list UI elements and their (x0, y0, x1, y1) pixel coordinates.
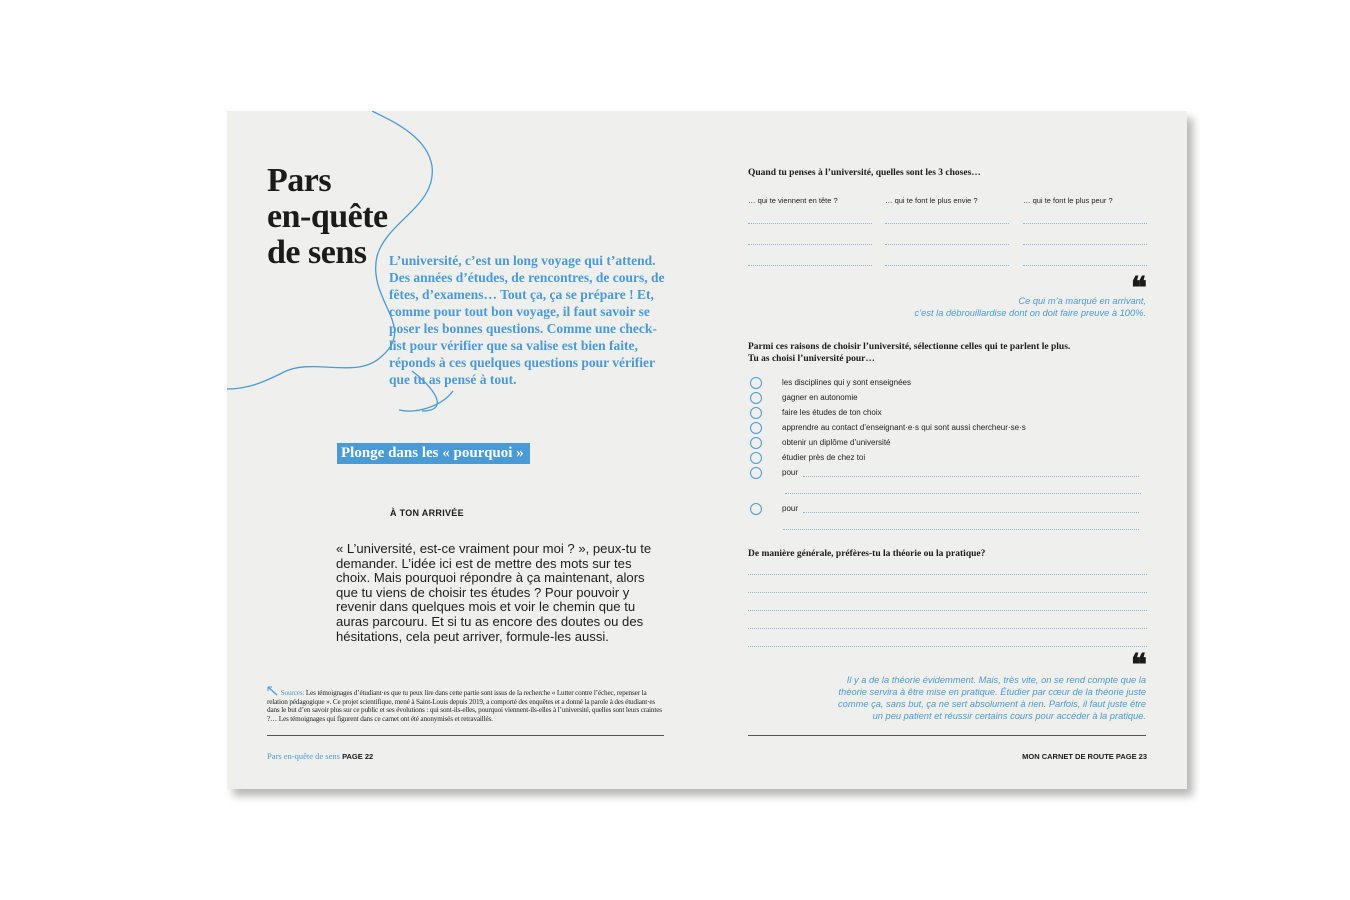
free-answer-line[interactable] (803, 512, 1139, 513)
highlight-heading: Plonge dans les « pourquoi » (337, 443, 530, 464)
quote-mark-icon: ❝ (1130, 649, 1147, 682)
answer-line[interactable] (748, 628, 1147, 629)
body-paragraph: « L’université, est-ce vraiment pour moi ? », peux-tu te demander. L’idée ici est de mettre des mots sur tes choix. Mais pourquoi répondre à ça maintenant, alors que tu viens de choisir tes études ? Pour pouvoir y revenir dans quelques mois et voir le chemin que tu auras parcouru. Et si tu as encore des doutes ou des hésitations, cela peut arriver, formule-les aussi. (336, 541, 652, 644)
question-reasons-line-1: Parmi ces raisons de choisir l’université, sélectionne celles qui te parlent le plus. (748, 342, 1071, 352)
free-answer-line[interactable] (785, 493, 1141, 494)
question-three-things: Quand tu penses à l’université, quelles sont les 3 choses… (748, 168, 981, 178)
answer-line[interactable] (748, 646, 1147, 647)
footer-rule-right (748, 735, 1146, 736)
column-header-3: … qui te font le plus peur ? (1023, 196, 1113, 205)
answer-line[interactable] (748, 574, 1147, 575)
pencil-icon (267, 686, 279, 696)
option-radio[interactable] (750, 467, 762, 479)
answer-line[interactable] (1023, 244, 1147, 245)
question-reasons-line-2: Tu as choisi l’université pour… (748, 354, 875, 364)
answer-line[interactable] (885, 244, 1009, 245)
free-answer-line[interactable] (803, 476, 1139, 477)
quote-line: théorie servira à être mise en pratique. Étudier par cœur de la théorie juste (838, 687, 1146, 697)
title-line-3: de sens (267, 234, 367, 271)
title-line-1: Pars (267, 162, 332, 199)
magazine-spread (227, 111, 1187, 789)
page-title (267, 163, 388, 271)
quote-line: comme ça, sans but, ça ne sert absolument à rien. Parfois, il faut juste être (838, 699, 1146, 709)
question-reasons (748, 341, 1070, 365)
footer-left-title: Pars en-quête de sens (267, 751, 340, 761)
option-radio[interactable] (750, 452, 762, 464)
testimonial-quote-1 (748, 295, 1146, 319)
option-radio[interactable] (750, 503, 762, 515)
answer-line[interactable] (748, 265, 872, 266)
sources-label: Sources: (280, 689, 305, 697)
option-label: faire les études de ton choix (782, 408, 882, 417)
option-label: pour (782, 504, 799, 513)
quote-line: Il y a de la théorie évidemment. Mais, très vite, on se rend compte que la (846, 675, 1146, 685)
intro-paragraph: L’université, c’est un long voyage qui t’attend. Des années d’études, de rencontres, de cours, de fêtes, d’examens… Tout ça, ça se prépare ! Et, comme pour tout bon voyage, il faut savoir se poser les bonnes questions. Comme une check-list pour vérifier que sa valise est bien faite, réponds à ces quelques questions pour vérifier que tu as pensé à tout. (389, 253, 665, 387)
quote-line: c’est la débrouillardise dont on doit faire preuve à 100%. (914, 308, 1146, 318)
option-radio[interactable] (750, 392, 762, 404)
quote-mark-icon: ❝ (1130, 272, 1147, 305)
section-subheading: À TON ARRIVÉE (390, 508, 464, 518)
testimonial-quote-2 (748, 674, 1146, 722)
free-answer-line[interactable] (783, 529, 1139, 530)
column-header-1: … qui te viennent en tête ? (748, 196, 838, 205)
option-label: gagner en autonomie (782, 393, 858, 402)
question-theory-practice: De manière générale, préfères-tu la théorie ou la pratique? (748, 549, 986, 559)
footer-left (267, 751, 373, 761)
quote-line: Ce qui m’a marqué en arrivant, (1018, 296, 1146, 306)
option-radio[interactable] (750, 407, 762, 419)
option-radio[interactable] (750, 437, 762, 449)
option-radio[interactable] (750, 377, 762, 389)
option-label: étudier près de chez toi (782, 453, 866, 462)
quote-line: un peu patient et réussir certains cours pour accéder à la pratique. (872, 711, 1146, 721)
sources-text: Les témoignages d’étudiant·es que tu peux lire dans cette partie sont issus de la recherche « Lutter contre l’échec, repenser la relation pédagogique ». Ce projet scientifique, mené à Saint-Louis depuis 2019, a comporté des enquêtes et a donné la parole à des étudiant·es dans le but d’en savoir plus sur ce public et ses évolutions : qui sont-ils-elles, pourquoi viennent-ils-elles à l’université, quelles sont leurs craintes ?… Les témoignages qui figurent dans ce carnet ont été anonymisés et retravaillés. (267, 689, 662, 723)
answer-line[interactable] (885, 223, 1009, 224)
footer-rule-left (267, 735, 664, 736)
title-line-2: en-quête (267, 198, 388, 235)
option-label: apprendre au contact d’enseignant·e·s qui sont aussi chercheur·se·s (782, 423, 1026, 432)
footer-left-page: PAGE 22 (342, 752, 374, 761)
option-label: pour (782, 468, 799, 477)
answer-line[interactable] (748, 592, 1147, 593)
option-label: les disciplines qui y sont enseignées (782, 378, 911, 387)
column-header-2: … qui te font le plus envie ? (885, 196, 978, 205)
answer-line[interactable] (748, 223, 872, 224)
option-radio[interactable] (750, 422, 762, 434)
answer-line[interactable] (1023, 223, 1147, 224)
footer-right: MON CARNET DE ROUTE PAGE 23 (1022, 752, 1147, 761)
answer-line[interactable] (885, 265, 1009, 266)
answer-line[interactable] (748, 244, 872, 245)
answer-line[interactable] (1023, 265, 1147, 266)
answer-line[interactable] (748, 610, 1147, 611)
option-label: obtenir un diplôme d’université (782, 438, 891, 447)
sources-note (267, 686, 667, 723)
